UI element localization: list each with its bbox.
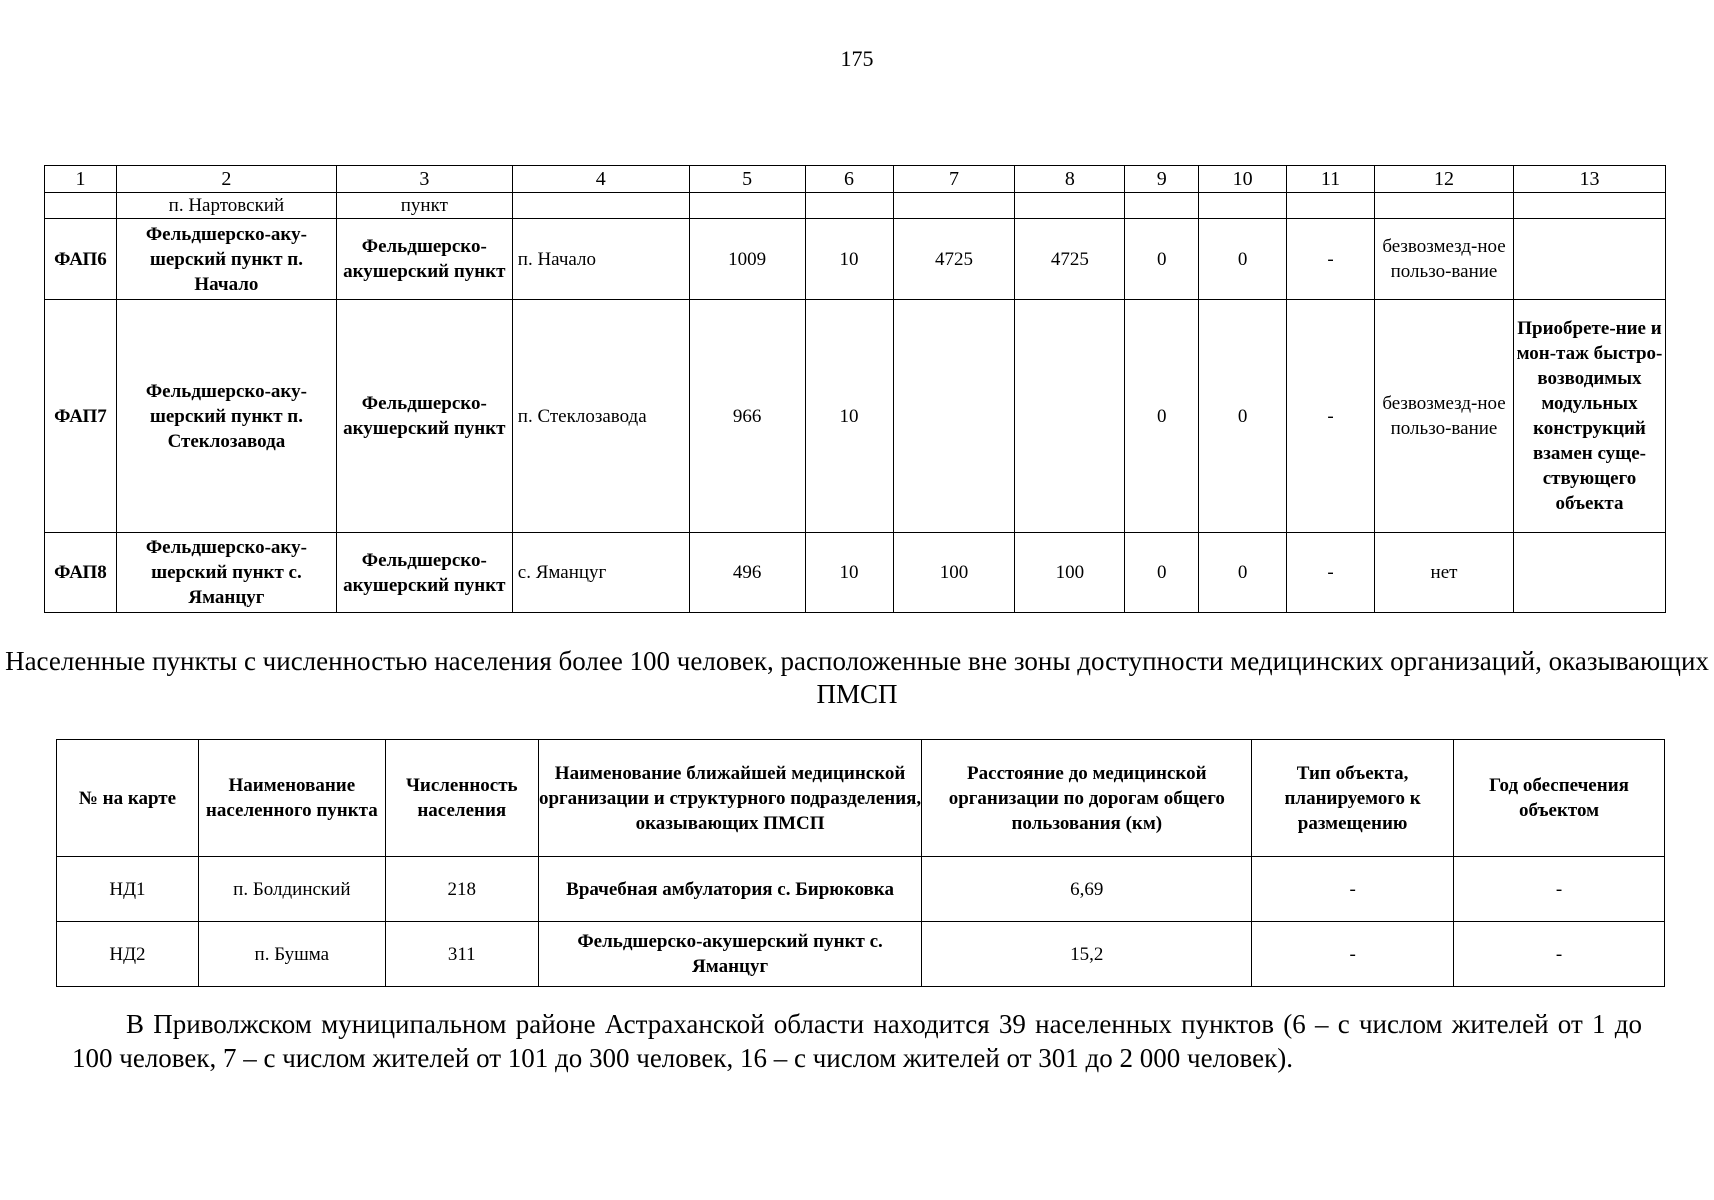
table-cell [1015,193,1125,219]
facility-name: Фельдшерско-аку-шерский пункт п. Стеклозавода [116,300,336,533]
column-number: 8 [1015,166,1125,193]
table-cell [1513,193,1665,219]
cell-9: 0 [1125,300,1199,533]
section-title: Населенные пункты с численностью населения более 100 человек, расположенные вне зоны доступности медицинских организаций, оказывающих ПМСП [5,646,1709,709]
population: 496 [689,533,805,613]
note [1513,219,1665,300]
nearest-organization: Фельдшерско-акушерский пункт с. Яманцуг [538,922,922,987]
table-cell [805,193,893,219]
column-number: 9 [1125,166,1199,193]
map-number: НД2 [57,922,199,987]
continuation-row [45,193,1666,219]
settlement-name: п. Болдинский [198,857,385,922]
table-cell [689,193,805,219]
page-number: 175 [840,46,874,71]
settlement: п. Начало [512,219,689,300]
cell-10: 0 [1199,300,1287,533]
population: 966 [689,300,805,533]
population: 311 [385,922,538,987]
facility-code: ФАП6 [45,219,117,300]
population: 218 [385,857,538,922]
note [1513,533,1665,613]
column-header: Наименование ближайшей медицинской организации и структурного подразделения, оказывающих ПМСП [538,740,922,857]
object-type: - [1252,922,1454,987]
column-number: 7 [893,166,1015,193]
column-number: 13 [1513,166,1665,193]
year: - [1454,857,1665,922]
column-header: № на карте [57,740,199,857]
column-number: 5 [689,166,805,193]
summary-paragraph: В Приволжском муниципальном районе Астраханской области находится 39 населенных пунктов (6 – с числом жителей от 1 до 100 человек, 7 – с числом жителей от 101 до 300 человек, 16 – с числом жителей от 301 до 2 000 человек). [72,1009,1642,1073]
table-cell [1287,193,1375,219]
column-number: 2 [116,166,336,193]
column-number: 12 [1375,166,1514,193]
cell-6: 10 [805,300,893,533]
cell-6: 10 [805,219,893,300]
table-cell [1375,193,1514,219]
use-type: нет [1375,533,1514,613]
facility-type: Фельдшерско-акушерский пункт [336,219,512,300]
table-row [45,533,1666,613]
cell-7: 4725 [893,219,1015,300]
column-header: Расстояние до медицинской организации по дорогам общего пользования (км) [922,740,1252,857]
column-number: 11 [1287,166,1375,193]
column-number: 1 [45,166,117,193]
use-type: безвозмезд-ное пользо-вание [1375,219,1514,300]
object-type: - [1252,857,1454,922]
facility-name: Фельдшерско-аку-шерский пункт с. Яманцуг [116,533,336,613]
cell-8: 100 [1015,533,1125,613]
facilities-table [44,165,1666,613]
nearest-organization: Врачебная амбулатория с. Бирюковка [538,857,922,922]
column-number: 10 [1199,166,1287,193]
cell-10: 0 [1199,533,1287,613]
use-type: безвозмезд-ное пользо-вание [1375,300,1514,533]
table-cell [45,193,117,219]
table-row [57,857,1665,922]
table-cell [1125,193,1199,219]
column-number-row [45,166,1666,193]
facility-type: Фельдшерско-акушерский пункт [336,300,512,533]
column-number: 3 [336,166,512,193]
cell-9: 0 [1125,219,1199,300]
cell-7 [893,300,1015,533]
column-header: Численность населения [385,740,538,857]
table-cell [1199,193,1287,219]
facility-code: ФАП7 [45,300,117,533]
distance: 6,69 [922,857,1252,922]
table-cell [893,193,1015,219]
cell-11: - [1287,533,1375,613]
table-cell [512,193,689,219]
facility-name: Фельдшерско-аку-шерский пункт п. Начало [116,219,336,300]
cell-6: 10 [805,533,893,613]
cell-11: - [1287,300,1375,533]
column-header: Год обеспечения объектом [1454,740,1665,857]
column-number: 4 [512,166,689,193]
table-cell: п. Нартовский [116,193,336,219]
settlements-table [56,739,1665,987]
settlement-name: п. Бушма [198,922,385,987]
population: 1009 [689,219,805,300]
header-row [57,740,1665,857]
settlement: с. Яманцуг [512,533,689,613]
facility-code: ФАП8 [45,533,117,613]
map-number: НД1 [57,857,199,922]
settlement: п. Стеклозавода [512,300,689,533]
cell-8: 4725 [1015,219,1125,300]
distance: 15,2 [922,922,1252,987]
cell-10: 0 [1199,219,1287,300]
column-header: Тип объекта, планируемого к размещению [1252,740,1454,857]
cell-8 [1015,300,1125,533]
year: - [1454,922,1665,987]
table-cell: пункт [336,193,512,219]
table-row [57,922,1665,987]
cell-11: - [1287,219,1375,300]
column-number: 6 [805,166,893,193]
facility-type: Фельдшерско-акушерский пункт [336,533,512,613]
note: Приобрете-ние и мон-таж быстро-возводимых модульных конструкций взамен суще-ствующего объекта [1513,300,1665,533]
cell-7: 100 [893,533,1015,613]
table-row [45,219,1666,300]
cell-9: 0 [1125,533,1199,613]
table-row [45,300,1666,533]
column-header: Наименование населенного пункта [198,740,385,857]
